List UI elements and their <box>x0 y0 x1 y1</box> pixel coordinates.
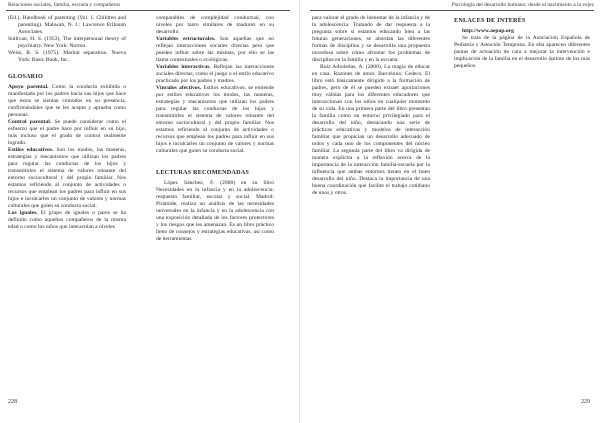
glossary-definition: Estilos educativos: se entiende por estilos educativos los modos, las maneras, estrategias y mecanismos que utilizan los padres para regular las conductas de los hijos y transmitirles el sistema de valores reinante del entorno sociocultural y del propio familiar. Nos estamos refiriendo al conjunto de actividades o recursos que emplean los padres para influir en sus hijos e inculcarles un conjunto de valores y normas culturales que guíen su conducta social. <box>156 85 275 154</box>
glossary-term: Variables interactivas. <box>156 64 211 70</box>
glossary-definition: Son aquellas que no reflejan interacciones sociales directas pero que pueden influir sobre las mismas, por ello se las llama contextuales o ecológicas. <box>156 36 274 63</box>
link-description: Se trata de la página de la Asociación Española de Pediatría y Atención Temprana. En ella aparecen diferentes pautas de actuación de cara a mejorar la intervención e implicación de la familia en el desarrollo óptimo de los más pequeños. <box>454 35 590 69</box>
right-page <box>300 0 600 423</box>
left-column-1 <box>8 15 126 231</box>
glossary-term: Control parental. <box>8 119 52 125</box>
right-page-number: 229 <box>581 399 590 405</box>
glossary-heading: GLOSARIO <box>8 73 43 80</box>
readings-heading: LECTURAS RECOMENDADAS <box>156 169 250 176</box>
reference-entry: Weiss, R. S. (1975). Marital separation. Nueva York: Basic Book, Inc. <box>8 50 126 63</box>
glossary-entry <box>8 147 126 210</box>
glossary-entry <box>8 119 126 147</box>
glossary-continuation: comparables de complejidad conductual, con niveles por tanto similares de madurez en su desarrollo. <box>156 15 274 35</box>
glossary-entry <box>156 64 274 85</box>
reading-continuation: para valorar el grado de bienestar de la infancia y de la adolescencia. Tratando de dar respuesta a la pregunta sobre si estamos educando bien a las futuras generaciones, se abordan las diferentes formas de disciplina y se desarrolla una propuesta novedosa sobre cómo afrontar los problemas de disciplina en la familia y en la escuela. <box>312 15 430 63</box>
glossary-entry <box>8 84 126 119</box>
website-link[interactable]: http://www.aepap.org <box>462 28 514 34</box>
glossary-definition: Se puede considerar como el esfuerzo que el padre hace por influir en su hijo, más incluso que el grado de control realmente logrado. <box>8 119 127 146</box>
glossary-entry <box>156 36 274 64</box>
right-column-1 <box>312 15 430 197</box>
reading-paragraph: Ruiz Arboledas, A. (2000), La magia de educar en casa. Razones de amor. Barcelona: Cedecs. El libro está básicamente dirigido a la formación de padres, pero de él se pueden extraer aportaciones muy válidas para los diferentes educadores que interaccionan con los niños en cualquier momento de su vida. En una primera parte del libro presentan la familia como un entorno privilegiado para el desarrollo del niño, destacando una serie de prácticas educativas y modelos de interacción familiar que propician un desarrollo adecuado de todos y cada uno de los componentes del núcleo familiar. La segunda parte del libro va dirigida de manera explícita a la reflexión acerca de la importancia de la interacción familia-escuela por la influencia que ambas entornos tienen en el buen desarrollo del niño. Destaca la importancia de una buena coordinación que facilite el trabajo cotidiano de unos y otros. <box>312 64 430 196</box>
glossary-definition: Como la conducta exhibida o manifestada por los padres hacia sus hijos que hace que estos se sientan cómodos en su presencia, confirmándoles que se les acepta y aprueba como personas. <box>8 84 126 118</box>
right-running-head: Psicología del desarrollo humano: desde el nacimiento a la vejez <box>451 2 594 8</box>
glossary-term: Apoyo parental. <box>8 84 49 90</box>
glossary-term: Variables estructurales. <box>156 36 216 42</box>
glossary-definition: El grupo de iguales o pares se ha definido como aquellos compañeros de la misma edad o como los niños que interactúan a niveles <box>8 210 126 230</box>
right-header-rule <box>310 10 594 11</box>
left-column-2 <box>156 15 274 243</box>
reference-entry: Sullivan, H. S. (1953), The interpersonal theory of psychiatry. New York: Norton. <box>8 36 126 49</box>
left-running-head: Relaciones sociales, familia, escuela y compañeros <box>8 2 121 8</box>
reference-entry: (Ed.), Handbook of parenting (Vol. 1. Children and parenting). Mahwah, N. J.: Lawrence Erlbaum Associates. <box>8 15 126 35</box>
glossary-term: Los iguales. <box>8 210 38 216</box>
links-heading: ENLACES DE INTERÉS <box>454 17 526 24</box>
left-header-rule <box>6 10 290 11</box>
glossary-term: Vínculos afectivos. <box>156 85 202 91</box>
reading-paragraph: López Sánchez, F. (2008) en su libro Necesidades en la infancia y en la adolescencia: respuesta familiar, escolar y social. Madrid: Pirámide, realiza un análisis de las necesidades universales en la infancia y en la adolescencia con una exposición detallada de los factores protectores y los riesgos que les amenazan. Es un libro práctico lleno de consejos y estrategias educativas, así como de herramientas <box>156 180 274 242</box>
glossary-definition: Son los modos, las maneras, estrategias y mecanismos que utilizan los padres para regular las conductas de los hijos y transmitirles el sistema de valores reinante del entorno sociocultural y del propio familiar. Nos estamos refiriendo al conjunto de actividades o recursos que emplean los padres para influir en sus hijos e inculcarles un conjunto de valores y normas culturales que guíen su conducta social. <box>8 147 126 209</box>
glossary-term: Estilos educativos. <box>8 147 54 153</box>
glossary-entry <box>156 85 274 155</box>
glossary-entry <box>8 210 126 231</box>
glossary-definition: Reflejan las interacciones sociales directas, como el juego o el estilo educativo practicado por los padres y madres. <box>156 64 274 84</box>
left-page-number: 228 <box>8 399 17 405</box>
right-column-2 <box>454 15 590 70</box>
